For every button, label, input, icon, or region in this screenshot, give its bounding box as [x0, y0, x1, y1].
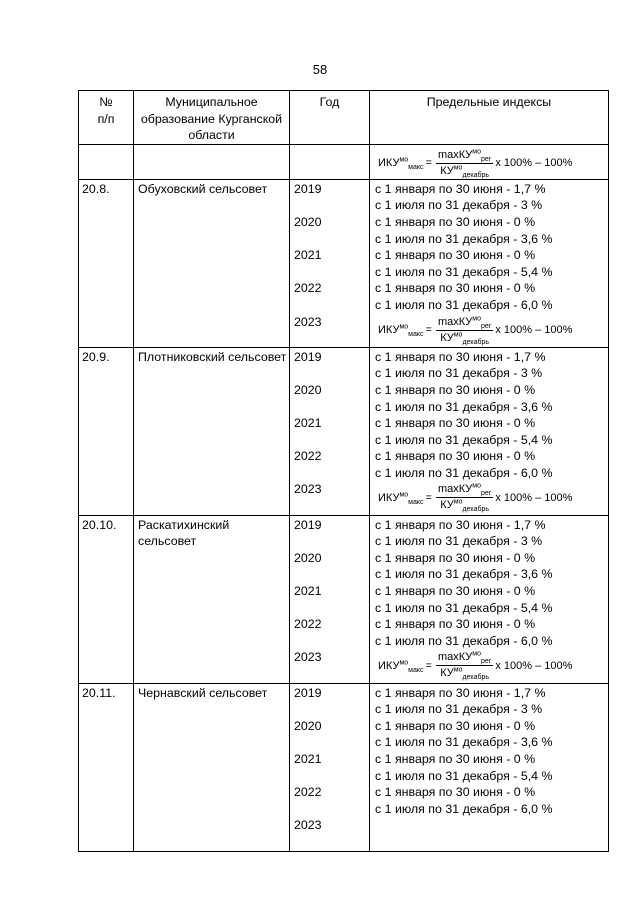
indices-cell	[370, 179, 609, 347]
header-indices: Предельные индексы	[370, 91, 609, 145]
formula-lhs: $ИКУ^{мо}_{макс}$	[378, 156, 424, 172]
year: 2022	[294, 449, 322, 464]
formula-fraction: $\frac{\max КУ^{мо}_{рег}}{КУ^{мо}_{декабрь}}$	[437, 314, 492, 346]
year: 2023	[294, 818, 322, 833]
year: 2022	[294, 785, 322, 800]
formula	[378, 483, 572, 512]
formula-tail: x 100% – 100%	[495, 156, 573, 169]
index-line: с 1 января по 30 июня - 0 %	[375, 449, 536, 464]
years-cell	[290, 347, 370, 515]
table-row	[79, 683, 609, 851]
index-line: с 1 июля по 31 декабря - 3 %	[375, 198, 543, 213]
index-line: с 1 июля по 31 декабря - 6,0 %	[375, 465, 553, 480]
row-number: 20.11.	[79, 683, 134, 851]
municipality-name: Раскатихинский сельсовет	[134, 515, 290, 683]
index-line: с 1 июля по 31 декабря - 5,4 %	[375, 600, 553, 615]
header-year: Год	[290, 91, 370, 145]
index-line: с 1 июля по 31 декабря - 3 %	[375, 366, 543, 381]
years-cell	[290, 179, 370, 347]
header-municipality: Муниципальное образование Курганской области	[134, 91, 290, 145]
index-line: с 1 июля по 31 декабря - 3 %	[375, 702, 543, 717]
index-line: с 1 июля по 31 декабря - 3 %	[375, 534, 543, 549]
index-line: с 1 января по 30 июня - 1,7 %	[375, 685, 546, 700]
table-row	[79, 179, 609, 347]
year: 2020	[294, 382, 322, 397]
formula-cell	[370, 144, 609, 179]
table-row	[79, 515, 609, 683]
year: 2021	[294, 248, 322, 263]
year: 2022	[294, 281, 322, 296]
year: 2019	[294, 517, 322, 532]
index-line: с 1 июля по 31 декабря - 6,0 %	[375, 801, 553, 816]
municipality-name: Плотниковский сельсовет	[134, 347, 290, 515]
formula-eq: =	[425, 323, 432, 336]
index-line: с 1 января по 30 июня - 1,7 %	[375, 349, 546, 364]
formula-eq: =	[425, 156, 432, 169]
row-number: 20.9.	[79, 347, 134, 515]
year: 2023	[294, 650, 322, 665]
year: 2020	[294, 550, 322, 565]
year: 2019	[294, 349, 322, 364]
formula-lhs: $ИКУ^{мо}_{макс}$	[378, 491, 424, 506]
index-line: с 1 января по 30 июня - 0 %	[375, 382, 536, 397]
municipality-name: Чернавский сельсовет	[134, 683, 290, 851]
indices-cell	[370, 515, 609, 683]
formula-lhs: $ИКУ^{мо}_{макс}$	[378, 658, 424, 674]
formula-eq: =	[425, 491, 432, 504]
formula-lhs: $ИКУ^{мо}_{макс}$	[378, 323, 424, 338]
formula-tail: x 100% – 100%	[495, 323, 573, 336]
table-row	[79, 347, 609, 515]
index-line: с 1 июля по 31 декабря - 5,4 %	[375, 768, 553, 783]
index-line: с 1 июля по 31 декабря - 3,6 %	[375, 399, 553, 414]
index-line: с 1 января по 30 июня - 0 %	[375, 214, 536, 229]
page-number: 58	[312, 62, 328, 77]
formula-tail: x 100% – 100%	[495, 491, 573, 504]
index-line: с 1 января по 30 июня - 0 %	[375, 785, 536, 800]
indices-cell	[370, 347, 609, 515]
index-line: с 1 января по 30 июня - 0 %	[375, 248, 536, 263]
year: 2022	[294, 617, 322, 632]
index-line: с 1 июля по 31 декабря - 3,6 %	[375, 567, 553, 582]
year: 2023	[294, 314, 322, 329]
row-number: 20.8.	[79, 179, 134, 347]
year: 2020	[294, 214, 322, 229]
year: 2023	[294, 482, 322, 497]
index-line: с 1 января по 30 июня - 0 %	[375, 584, 536, 599]
formula-row	[79, 144, 609, 179]
index-line: с 1 января по 30 июня - 0 %	[375, 718, 536, 733]
index-line: с 1 июля по 31 декабря - 3,6 %	[375, 231, 553, 246]
formula-tail: x 100% – 100%	[495, 659, 573, 672]
years-cell	[290, 683, 370, 851]
year: 2019	[294, 181, 322, 196]
index-line: с 1 июля по 31 декабря - 6,0 %	[375, 633, 553, 648]
index-line: с 1 июля по 31 декабря - 3,6 %	[375, 735, 553, 750]
formula	[378, 651, 572, 680]
year: 2021	[294, 416, 322, 431]
header-num: № п/п	[79, 91, 134, 145]
year: 2021	[294, 751, 322, 766]
index-line: с 1 января по 30 июня - 0 %	[375, 617, 536, 632]
table-header-row	[79, 91, 609, 145]
formula-fraction: $\frac{\max КУ^{мо}_{рег}}{КУ^{мо}_{декабрь}}$	[437, 148, 492, 179]
index-line: с 1 января по 30 июня - 0 %	[375, 751, 536, 766]
formula-eq: =	[425, 659, 432, 672]
index-line: с 1 января по 30 июня - 1,7 %	[375, 181, 546, 196]
formula	[378, 316, 572, 345]
municipality-name: Обуховский сельсовет	[134, 179, 290, 347]
index-line: с 1 января по 30 июня - 0 %	[375, 281, 536, 296]
index-line: с 1 июля по 31 декабря - 5,4 %	[375, 264, 553, 279]
row-number: 20.10.	[79, 515, 134, 683]
index-line: с 1 июля по 31 декабря - 6,0 %	[375, 297, 553, 312]
index-line: с 1 января по 30 июня - 0 %	[375, 550, 536, 565]
year: 2019	[294, 685, 322, 700]
year: 2020	[294, 718, 322, 733]
indices-table	[78, 90, 609, 852]
formula-fraction: $\frac{\max КУ^{мо}_{рег}}{КУ^{мо}_{декабрь}}$	[437, 482, 492, 514]
index-line: с 1 января по 30 июня - 1,7 %	[375, 517, 546, 532]
year: 2021	[294, 584, 322, 599]
index-line: с 1 июля по 31 декабря - 5,4 %	[375, 432, 553, 447]
years-cell	[290, 515, 370, 683]
formula	[378, 149, 572, 178]
formula-fraction: $\frac{\max КУ^{мо}_{рег}}{КУ^{мо}_{декабрь}}$	[437, 650, 492, 682]
index-line: с 1 января по 30 июня - 0 %	[375, 416, 536, 431]
indices-cell	[370, 683, 609, 851]
